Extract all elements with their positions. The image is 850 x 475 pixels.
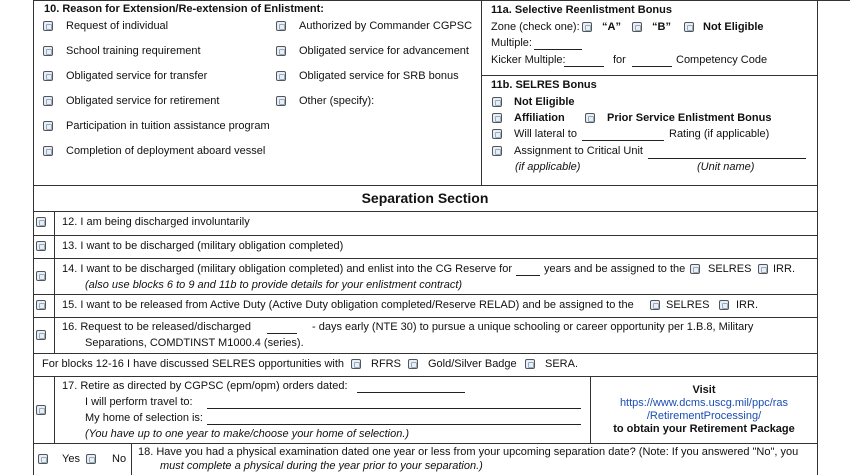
checkbox-obligated-transfer[interactable] — [43, 71, 53, 81]
option-label: Authorized by Commander CGPSC — [299, 20, 473, 32]
item-17-label: 17. Retire as directed by CGPSC (epm/opm) orders dated: — [62, 380, 348, 392]
checkbox-not-eligible-srb[interactable] — [684, 22, 694, 32]
check-column-divider — [54, 211, 55, 353]
item-18-label: 18. Have you had a physical examination dated one year or less from your upcoming separation date? (Note: If you answered "No", you — [138, 446, 799, 458]
left-border — [33, 0, 34, 475]
item-16-label-c: Separations, COMDTINST M1000.4 (series). — [85, 337, 304, 349]
checkbox-prior-service[interactable] — [585, 113, 595, 123]
row-divider — [33, 211, 817, 212]
home-field[interactable] — [207, 424, 581, 425]
option-label: School training requirement — [66, 45, 201, 57]
retirement-package-label: to obtain your Retirement Package — [613, 423, 795, 435]
checkbox-no[interactable] — [86, 454, 96, 464]
zone-b-label: “B” — [652, 21, 671, 33]
row-divider — [33, 353, 817, 354]
not-eligible-label: Not Eligible — [703, 21, 764, 33]
checkbox-obligated-advancement[interactable] — [276, 46, 286, 56]
kicker-for-field[interactable] — [632, 66, 672, 67]
right-border — [817, 0, 818, 475]
section-11a-divider — [481, 75, 817, 76]
irr-label: IRR. — [736, 299, 758, 311]
unit-name-field[interactable] — [648, 158, 806, 159]
reserve-years-field[interactable] — [516, 275, 540, 276]
yes-label: Yes — [62, 453, 80, 465]
section11a-title: 11a. Selective Reenlistment Bonus — [491, 4, 672, 16]
row-divider — [33, 317, 817, 318]
checkbox-other[interactable] — [276, 96, 286, 106]
irr-label: IRR. — [773, 263, 795, 275]
days-early-field[interactable] — [267, 333, 297, 334]
item-14-note: (also use blocks 6 to 9 and 11b to provide details for your enlistment contract) — [85, 279, 463, 291]
home-note: (You have up to one year to make/choose your home of selection.) — [85, 428, 410, 440]
checkbox-item-16[interactable] — [36, 330, 46, 340]
section-divider — [481, 0, 482, 185]
no-label: No — [112, 453, 127, 465]
unit-name-label: (Unit name) — [697, 161, 755, 173]
multiple-label: Multiple: — [491, 37, 532, 49]
checkbox-item-17[interactable] — [36, 405, 46, 415]
option-label: Obligated service for retirement — [66, 95, 220, 107]
option-label: Obligated service for SRB bonus — [299, 70, 459, 82]
option-label: Obligated service for transfer — [66, 70, 208, 82]
item-16-label: 16. Request to be released/discharged — [62, 321, 251, 333]
selres-label: SELRES — [708, 263, 752, 275]
checkbox-tuition-assistance[interactable] — [43, 121, 53, 131]
retirement-url-continued[interactable]: /RetirementProcessing/ — [646, 410, 762, 422]
retirement-url[interactable]: https://www.dcms.uscg.mil/ppc/ras — [619, 397, 789, 409]
row-divider — [33, 376, 817, 377]
section11b-title: 11b. SELRES Bonus — [491, 79, 597, 91]
row-divider — [33, 258, 817, 259]
orders-date-field[interactable] — [357, 392, 465, 393]
top-border — [33, 0, 850, 1]
for-label: for — [613, 54, 626, 66]
checkbox-item-13[interactable] — [36, 241, 46, 251]
checkbox-obligated-retirement[interactable] — [43, 96, 53, 106]
competency-label: Competency Code — [676, 54, 768, 66]
separation-title: Separation Section — [361, 190, 489, 206]
home-label: My home of selection is: — [85, 412, 203, 424]
item-13-label: 13. I want to be discharged (military obligation completed) — [62, 240, 344, 252]
checkbox-item-15-irr[interactable] — [719, 300, 729, 310]
checkbox-obligated-srb[interactable] — [276, 71, 286, 81]
checkbox-critical-unit[interactable] — [492, 146, 502, 156]
option-label: Other (specify): — [299, 95, 375, 107]
zone-a-label: “A” — [602, 21, 621, 33]
item-18-note: must complete a physical during the year prior to your separation.) — [160, 460, 483, 472]
row-divider — [33, 443, 817, 444]
kicker-field[interactable] — [564, 66, 604, 67]
gold-silver-label: Gold/Silver Badge — [428, 358, 517, 370]
item-16-label-b: - days early (NTE 30) to pursue a unique schooling or career opportunity per 1.B.8, Military — [312, 321, 754, 333]
checkbox-will-lateral[interactable] — [492, 129, 502, 139]
checkbox-item-14-selres[interactable] — [690, 264, 700, 274]
checkbox-zone-b[interactable] — [632, 22, 642, 32]
prior-service-label: Prior Service Enlistment Bonus — [607, 112, 772, 124]
row-divider — [33, 235, 817, 236]
lateral-rating-field[interactable] — [582, 140, 664, 141]
checkbox-not-eligible-selres[interactable] — [492, 97, 502, 107]
checkbox-sera[interactable] — [525, 359, 535, 369]
rating-label: Rating (if applicable) — [669, 128, 770, 140]
checkbox-gold-silver[interactable] — [408, 359, 418, 369]
travel-label: I will perform travel to: — [85, 396, 193, 408]
sera-label: SERA. — [545, 358, 579, 370]
kicker-label: Kicker Multiple: — [491, 54, 566, 66]
affiliation-label: Affiliation — [514, 112, 565, 124]
item-15-label: 15. I want to be released from Active Duty (Active Duty obligation completed/Reserve RELAD) and be assigned to the — [62, 299, 634, 311]
checkbox-item-15-selres[interactable] — [650, 300, 660, 310]
multiple-field[interactable] — [534, 49, 582, 50]
checkbox-item-15[interactable] — [36, 300, 46, 310]
checkbox-affiliation[interactable] — [492, 113, 502, 123]
checkbox-item-14-irr[interactable] — [758, 264, 768, 274]
rfrs-label: RFRS — [371, 358, 401, 370]
row-divider — [33, 294, 817, 295]
checkbox-authorized-cgpsc[interactable] — [276, 21, 286, 31]
checkbox-item-12[interactable] — [36, 217, 46, 227]
check-column-divider — [54, 376, 55, 443]
checkbox-zone-a[interactable] — [582, 22, 592, 32]
assignment-label: Assignment to Critical Unit — [514, 145, 643, 157]
option-label: Obligated service for advancement — [299, 45, 469, 57]
option-label: Request of individual — [66, 20, 169, 32]
item-14-label-b: years and be assigned to the — [544, 263, 686, 275]
zone-label: Zone (check one): — [491, 21, 580, 33]
item-14-label: 14. I want to be discharged (military obligation completed) and enlist into the CG Reserve for — [62, 263, 513, 275]
checkbox-request-of-individual[interactable] — [43, 21, 53, 31]
section10-title: 10. Reason for Extension/Re-extension of Enlistment: — [44, 3, 324, 15]
yes-no-divider — [131, 443, 132, 475]
checkbox-deployment[interactable] — [43, 146, 53, 156]
visit-label: Visit — [692, 384, 716, 396]
checkbox-item-14[interactable] — [36, 271, 46, 281]
selres-label: SELRES — [666, 299, 710, 311]
option-label: Participation in tuition assistance program — [66, 120, 270, 132]
blocks-note: For blocks 12-16 I have discussed SELRES opportunities with — [42, 358, 345, 370]
option-label: Completion of deployment aboard vessel — [66, 145, 266, 157]
checkbox-rfrs[interactable] — [351, 359, 361, 369]
section-divider — [33, 185, 817, 186]
checkbox-yes[interactable] — [38, 454, 48, 464]
checkbox-school-training[interactable] — [43, 46, 53, 56]
if-applicable-label: (if applicable) — [515, 161, 581, 173]
will-lateral-label: Will lateral to — [514, 128, 577, 140]
item-12-label: 12. I am being discharged involuntarily — [62, 216, 250, 228]
travel-field[interactable] — [207, 408, 581, 409]
not-eligible-label: Not Eligible — [514, 96, 575, 108]
